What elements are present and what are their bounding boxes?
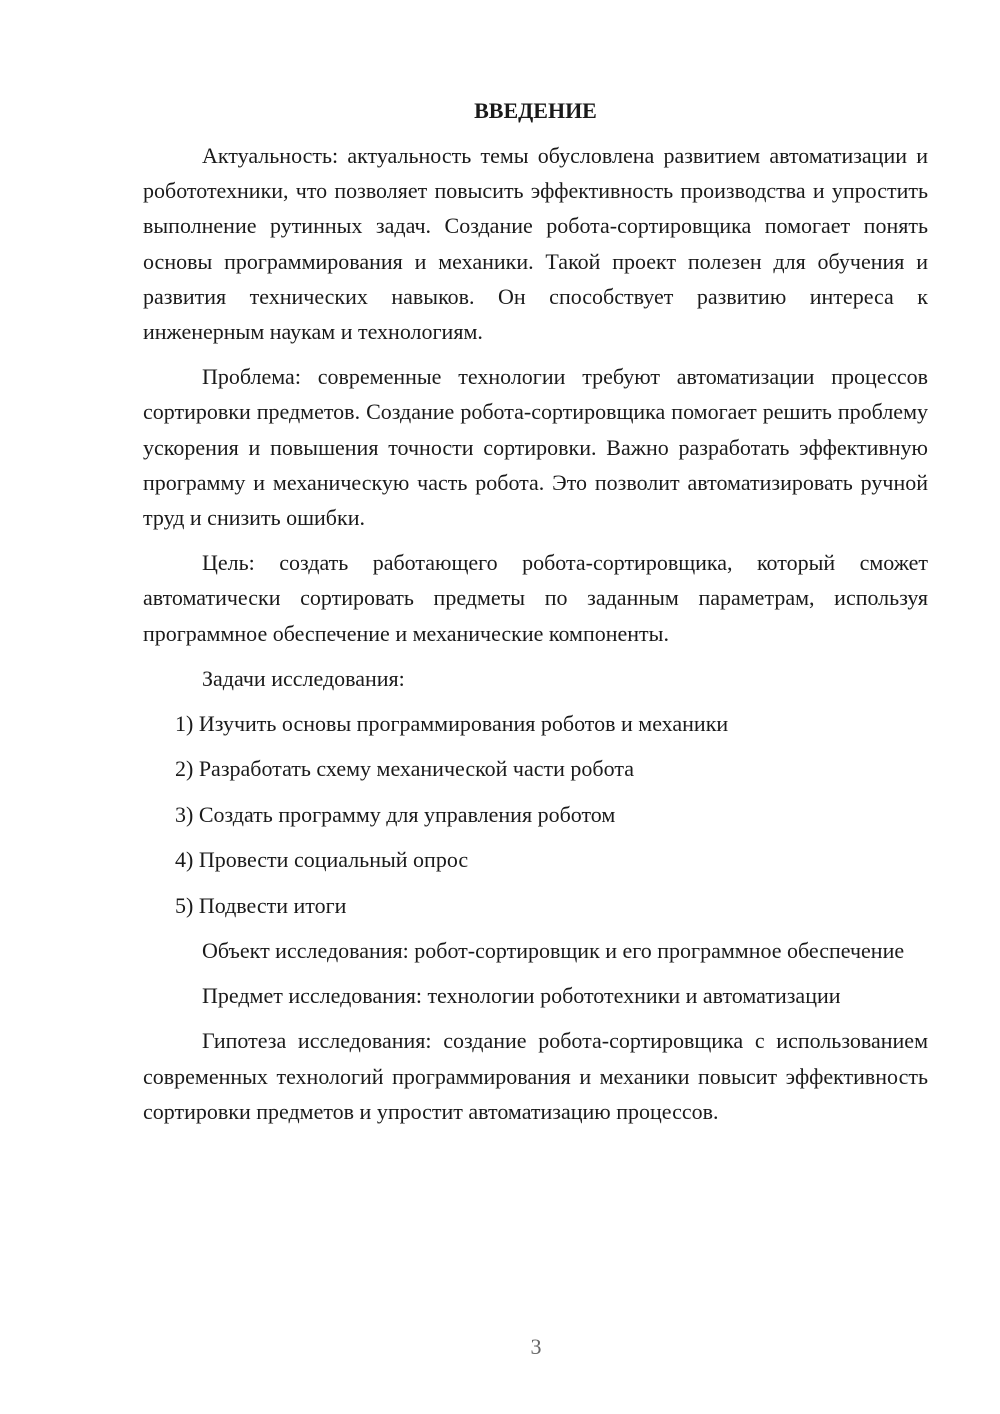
- task-item: 1) Изучить основы программирования роботов и механики: [175, 711, 729, 737]
- subject-paragraph: Предмет исследования: технологии робототехники и автоматизации: [202, 983, 841, 1009]
- goal-paragraph: Цель: создать работающего робота-сортировщика, который сможет автоматически сортировать предметы по заданным параметрам, используя программное обеспечение и механические компоненты.: [143, 550, 928, 646]
- tasks-title: Задачи исследования:: [202, 665, 405, 691]
- task-item: 3) Создать программу для управления роботом: [175, 801, 616, 827]
- problem-paragraph: Проблема: современные технологии требуют автоматизации процессов сортировки предметов. Создание робота-сортировщика помогает решить проблему ускорения и повышения точности сортировки. Важно разработать эффективную программу и механическую часть робота. Это позволит автоматизировать ручной труд и снизить ошибки.: [143, 364, 928, 531]
- hypothesis-paragraph: Гипотеза исследования: создание робота-сортировщика с использованием современных технологий программирования и механики повысит эффективность сортировки предметов и упростит автоматизацию процессов.: [143, 1028, 928, 1124]
- task-item: 4) Провести социальный опрос: [175, 847, 469, 873]
- task-list: [143, 706, 928, 923]
- page-heading: ВВЕДЕНИЕ: [474, 98, 597, 123]
- relevance-paragraph: Актуальность: актуальность темы обусловлена развитием автоматизации и робототехники, что позволяет повысить эффективность производства и упростить выполнение рутинных задач. Создание робота-сортировщика помогает понять основы программирования и механики. Такой проект полезен для обучения и развития технических навыков. Он способствует развитию интереса к инженерным наукам и технологиям.: [143, 143, 928, 345]
- page-content: [143, 96, 928, 1139]
- object-paragraph: Объект исследования: робот-сортировщик и его программное обеспечение: [202, 938, 905, 963]
- task-item: 5) Подвести итоги: [175, 892, 347, 918]
- page-number: 3: [530, 1334, 542, 1359]
- task-item: 2) Разработать схему механической части робота: [175, 756, 634, 782]
